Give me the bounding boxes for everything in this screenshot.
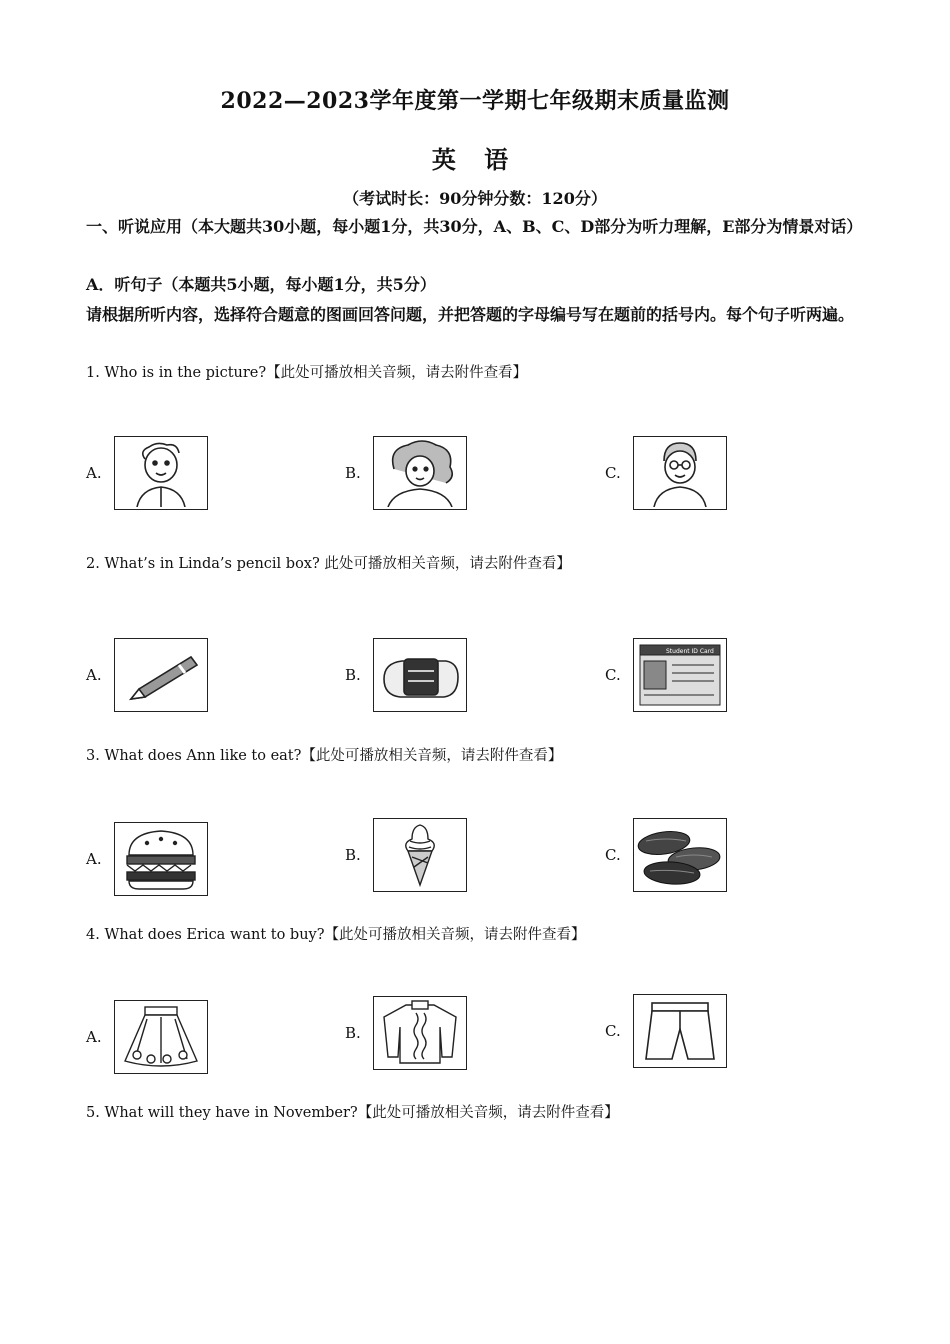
- old-woman-glasses-icon: [633, 436, 727, 510]
- question-2-option-b[interactable]: [345, 638, 467, 712]
- exam-info: （考试时长：90分钟分数：120分）: [343, 189, 607, 208]
- question-4-option-a[interactable]: [86, 1000, 208, 1074]
- ice-cream-icon: [373, 818, 467, 892]
- subject-title: 英 语: [431, 145, 519, 174]
- id-card-label: Student ID Card: [666, 648, 714, 655]
- option-letter: B.: [345, 464, 361, 482]
- question-4-stem: 4. What does Erica want to buy?【此处可播放相关音频，请去附件查看】: [86, 927, 586, 943]
- option-letter: B.: [345, 846, 361, 864]
- option-letter: C.: [605, 666, 621, 684]
- hamburger-icon: [114, 822, 208, 896]
- option-letter: C.: [605, 846, 621, 864]
- shorts-icon: [633, 994, 727, 1068]
- option-letter: B.: [345, 666, 361, 684]
- sweater-icon: [373, 996, 467, 1070]
- exam-title: 2022—2023学年度第一学期七年级期末质量监测: [220, 88, 730, 114]
- id-card-icon: [633, 638, 727, 712]
- question-5-stem: 5. What will they have in November?【此处可播放相关音频，请去附件查看】: [86, 1105, 619, 1121]
- option-letter: C.: [605, 464, 621, 482]
- old-man-icon: [114, 436, 208, 510]
- question-1-option-a[interactable]: [86, 436, 208, 510]
- option-letter: A.: [86, 666, 102, 684]
- question-4-option-b[interactable]: [345, 996, 467, 1070]
- question-3-stem: 3. What does Ann like to eat?【此处可播放相关音频，请去附件查看】: [86, 748, 563, 764]
- option-letter: C.: [605, 1022, 621, 1040]
- question-4-option-c[interactable]: [605, 994, 727, 1068]
- eraser-icon: [373, 638, 467, 712]
- question-2-option-a[interactable]: [86, 638, 208, 712]
- option-letter: A.: [86, 850, 102, 868]
- carrots-icon: [633, 818, 727, 892]
- question-1-option-c[interactable]: [605, 436, 727, 510]
- question-2-stem: 2. What’s in Linda’s pencil box? 此处可播放相关音频，请去附件查看】: [86, 556, 571, 572]
- pen-icon: [114, 638, 208, 712]
- skirt-icon: [114, 1000, 208, 1074]
- girl-curly-hair-icon: [373, 436, 467, 510]
- question-3-option-c[interactable]: [605, 818, 727, 892]
- question-3-option-a[interactable]: [86, 822, 208, 896]
- option-letter: A.: [86, 464, 102, 482]
- question-1-stem: 1. Who is in the picture?【此处可播放相关音频，请去附件查看】: [86, 365, 528, 381]
- option-letter: B.: [345, 1024, 361, 1042]
- question-1-option-b[interactable]: [345, 436, 467, 510]
- question-2-option-c[interactable]: [605, 638, 727, 712]
- listening-instruction: 请根据所听内容，选择符合题意的图画回答问题，并把答题的字母编号写在题前的括号内。每个句子听两遍。: [86, 305, 855, 324]
- section-a-heading: A．听句子（本题共5小题，每小题1分，共5分）: [86, 275, 436, 294]
- option-letter: A.: [86, 1028, 102, 1046]
- part-one-heading: 一、听说应用（本大题共30小题，每小题1分，共30分，A、B、C、D部分为听力理解，E部分为情景对话）: [86, 217, 863, 236]
- question-3-option-b[interactable]: [345, 818, 467, 892]
